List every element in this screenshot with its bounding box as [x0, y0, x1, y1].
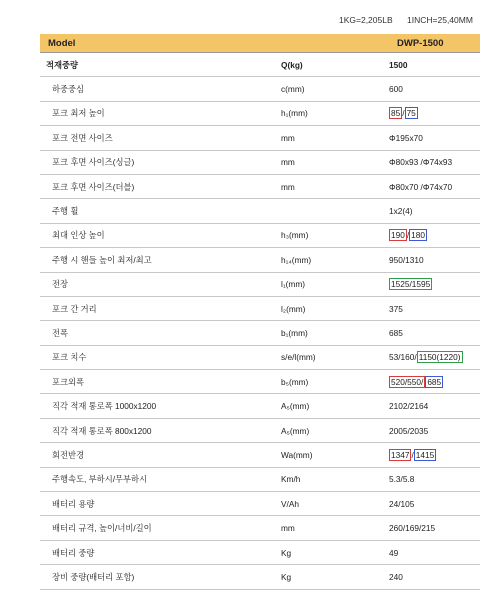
row-unit: mm — [278, 174, 389, 198]
row-value: 49 — [389, 540, 480, 564]
row-value: 24/105 — [389, 492, 480, 516]
row-value — [389, 101, 480, 125]
row-label: 전폭 — [40, 321, 278, 345]
row-unit: c(mm) — [278, 77, 389, 101]
row-label: 주행 시 핸들 높이 최저/최고 — [40, 248, 278, 272]
table-row — [40, 443, 480, 467]
highlight-red: 85 — [391, 108, 401, 119]
inch-conversion: 1INCH=25,40MM — [407, 15, 473, 25]
row-unit: Kg — [278, 565, 389, 589]
row-value — [389, 443, 480, 467]
row-label: 주행 휠 — [40, 199, 278, 223]
highlight-blue: 75 — [406, 108, 416, 119]
row-label: 직각 적재 통로폭 800x1200 — [40, 418, 278, 442]
model-header: Model — [40, 34, 389, 53]
row-label: 배터리 용량 — [40, 492, 278, 516]
table-row — [40, 345, 480, 369]
row-label: 회전반경 — [40, 443, 278, 467]
row-unit: mm — [278, 516, 389, 540]
row-label: 포크 후면 사이즈(더블) — [40, 174, 278, 198]
value-separator: / — [402, 108, 405, 119]
table-row — [40, 370, 480, 394]
row-unit: Wa(mm) — [278, 443, 389, 467]
row-unit: V/Ah — [278, 492, 389, 516]
highlight-green: 1525/1595 — [391, 279, 431, 290]
highlight-red: 1347 — [391, 449, 410, 460]
table-row — [40, 199, 480, 223]
table-row — [40, 492, 480, 516]
table-row — [40, 53, 480, 77]
table-row — [40, 248, 480, 272]
row-unit: h₃(mm) — [278, 223, 389, 247]
row-label: 배터리 규격, 높이/너비/길이 — [40, 516, 278, 540]
row-value: Φ80x93 /Φ74x93 — [389, 150, 480, 174]
value-separator: / — [406, 230, 410, 241]
row-label: 포크 후면 사이즈(싱글) — [40, 150, 278, 174]
row-unit: Q(kg) — [278, 53, 389, 77]
table-row — [40, 540, 480, 564]
highlight-red: 190 — [391, 230, 405, 241]
row-label: 장비 중량(배터리 포함) — [40, 565, 278, 589]
row-value: Φ195x70 — [389, 126, 480, 150]
row-label: 배터리 중량 — [40, 540, 278, 564]
row-value — [389, 223, 480, 247]
row-value: 600 — [389, 77, 480, 101]
row-value: 685 — [389, 321, 480, 345]
row-label: 적재중량 — [40, 53, 278, 77]
row-value: 950/1310 — [389, 248, 480, 272]
row-unit: l₂(mm) — [278, 296, 389, 320]
row-unit: b₁(mm) — [278, 321, 389, 345]
row-label: 포크 전면 사이즈 — [40, 126, 278, 150]
highlight-red: 520/550/ — [391, 376, 424, 387]
row-unit: A₅(mm) — [278, 394, 389, 418]
row-unit: mm — [278, 150, 389, 174]
table-row — [40, 223, 480, 247]
row-unit: b₅(mm) — [278, 370, 389, 394]
table-row — [40, 467, 480, 491]
highlight-blue: 180 — [411, 230, 426, 241]
row-unit: A₅(mm) — [278, 418, 389, 442]
row-label: 포크 간 거리 — [40, 296, 278, 320]
table-row — [40, 565, 480, 589]
row-label: 포크외폭 — [40, 370, 278, 394]
kg-conversion: 1KG=2,205LB — [339, 15, 393, 25]
row-value: 2102/2164 — [389, 394, 480, 418]
row-value — [389, 345, 480, 369]
row-value: 5.3/5.8 — [389, 467, 480, 491]
row-value: 1x2(4) — [389, 199, 480, 223]
row-unit: h₁(mm) — [278, 101, 389, 125]
row-label: 전장 — [40, 272, 278, 296]
highlight-blue: 1415 — [415, 449, 435, 460]
row-value — [389, 272, 480, 296]
unit-conversion-note — [339, 15, 473, 25]
table-row — [40, 101, 480, 125]
table-row — [40, 516, 480, 540]
row-unit: mm — [278, 126, 389, 150]
highlight-blue: 685 — [427, 376, 442, 387]
row-value: 260/169/215 — [389, 516, 480, 540]
row-label: 포크 치수 — [40, 345, 278, 369]
row-label: 최대 인상 높이 — [40, 223, 278, 247]
model-value-header: DWP-1500 — [389, 34, 480, 53]
spec-table — [40, 34, 480, 590]
table-row — [40, 77, 480, 101]
table-header-row — [40, 34, 480, 53]
row-label: 포크 최저 높이 — [40, 101, 278, 125]
row-unit: l₁(mm) — [278, 272, 389, 296]
row-unit: Km/h — [278, 467, 389, 491]
table-row — [40, 418, 480, 442]
value-separator: / — [411, 449, 414, 460]
value-plain: 53/160/ — [389, 352, 417, 363]
table-row — [40, 394, 480, 418]
row-unit: Kg — [278, 540, 389, 564]
row-unit: s/e/l(mm) — [278, 345, 389, 369]
table-row — [40, 174, 480, 198]
table-row — [40, 126, 480, 150]
row-value — [389, 370, 480, 394]
table-row — [40, 296, 480, 320]
row-value: Φ80x70 /Φ74x70 — [389, 174, 480, 198]
row-unit — [278, 199, 389, 223]
row-value: 375 — [389, 296, 480, 320]
table-row — [40, 272, 480, 296]
row-label: 직각 적재 통로폭 1000x1200 — [40, 394, 278, 418]
row-label: 하중중심 — [40, 77, 278, 101]
row-value: 240 — [389, 565, 480, 589]
table-row — [40, 321, 480, 345]
highlight-green: 1150(1220) — [418, 352, 461, 363]
row-value: 2005/2035 — [389, 418, 480, 442]
row-unit: h₁₄(mm) — [278, 248, 389, 272]
row-label: 주행속도, 부하시/무부하시 — [40, 467, 278, 491]
row-value: 1500 — [389, 53, 480, 77]
table-row — [40, 150, 480, 174]
